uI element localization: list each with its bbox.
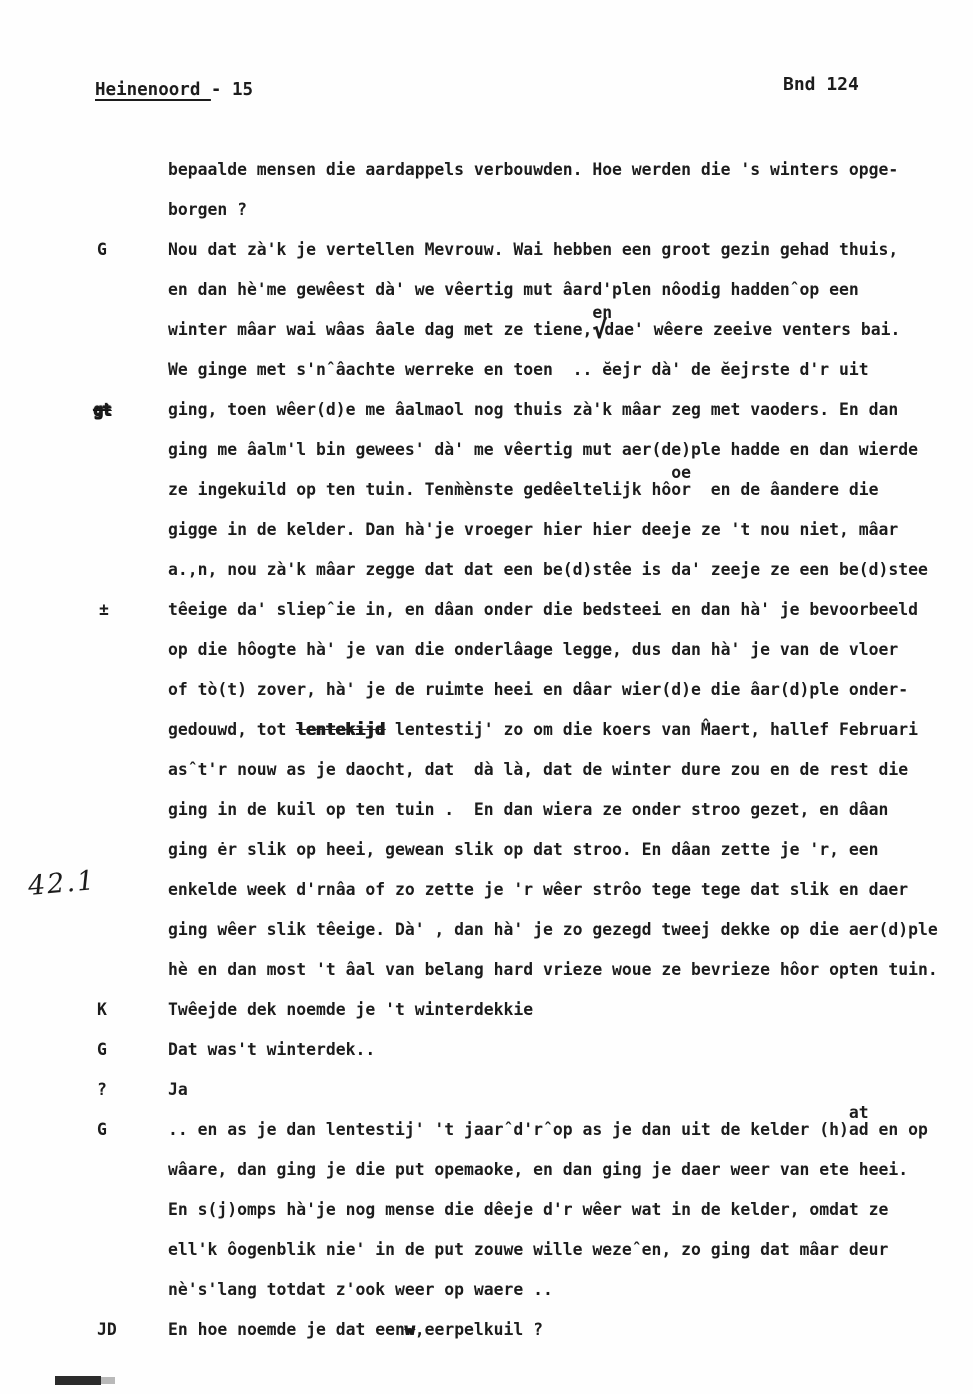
line-text	[168, 710, 918, 750]
page-title-underlined: Heinenoord	[95, 80, 211, 100]
text-segment: enkelde week d'rnâa of zo zette je 'r wêer strôo tege tege dat slik en daer	[168, 880, 909, 899]
line-text	[168, 590, 918, 630]
transcript-line	[0, 630, 973, 670]
transcript-line	[0, 1270, 973, 1310]
line-text	[168, 1230, 888, 1270]
text-segment-caret: √	[592, 315, 608, 344]
text-segment: ging ėr slik op heei, gewean slik op dat stroo. En dâan zette je 'r, een	[168, 840, 879, 859]
line-text	[168, 1270, 553, 1310]
line-text: .. en as je dan lentestij' 't jaarˆd'rˆop as je dan uit de kelder (h)atad en op	[168, 1102, 928, 1139]
line-text: ze ingekuild op ten tuin. Tenm̀ènste gedêeltelijk hôoeor en de âandere die	[168, 462, 879, 499]
text-segment: dae' wêere zeeive venters bai.	[604, 320, 901, 339]
transcript-line	[0, 750, 973, 790]
text-segment: ging, toen wêer(d)e me âalmaol nog thuis zà'k mâar zeg met vaoders. En dan	[168, 400, 899, 419]
line-text	[168, 830, 879, 870]
line-text	[168, 990, 533, 1030]
text-segment: ze ingekuild op ten tuin. Tenm̀ènste gedêeltelijk hô	[168, 480, 672, 499]
text-segment: a.,n, nou zà'k mâar zegge dat dat een be(d)stêe is da' zeeje ze een be(d)stee	[168, 560, 928, 579]
margin-annotation: ±	[99, 600, 109, 619]
line-text	[168, 750, 908, 790]
margin-annotation: gt	[93, 400, 111, 419]
text-segment: gigge in de kelder. Dan hà'je vroeger hier hier deeje ze 't nou niet, mâar	[168, 520, 899, 539]
transcript-line	[0, 430, 973, 470]
text-segment: lentestij' zo om die koers van M̂aert, hallef Februari	[385, 720, 918, 739]
line-text	[168, 910, 938, 950]
text-segment: En s(j)omps hà'je nog mense die dêeje d'r wêer wat in de kelder, omdat ze	[168, 1200, 889, 1219]
text-segment: ad en op	[848, 1120, 928, 1139]
transcript-line	[0, 230, 973, 270]
text-segment: Twêejde dek noemde je 't winterdekkie	[168, 1000, 534, 1019]
line-text	[168, 1030, 375, 1070]
transcript-line	[0, 190, 973, 230]
speaker-label: G	[97, 1040, 107, 1059]
transcript-line	[0, 950, 973, 990]
transcript-line	[0, 1150, 973, 1190]
transcript-line	[0, 1102, 973, 1150]
text-segment: winter mâar wai wâas âale dag met ze tiene,	[168, 320, 593, 339]
speaker-label: K	[97, 1000, 107, 1019]
transcript-line	[0, 1190, 973, 1230]
text-segment: bepaalde mensen die aardappels verbouwden. Hoe werden die 's winters opge-	[168, 160, 899, 179]
line-text	[168, 870, 908, 910]
transcript	[0, 150, 973, 1350]
transcript-line	[0, 390, 973, 430]
transcript-line	[0, 830, 973, 870]
speaker-label: G	[97, 1120, 107, 1139]
text-segment: en dan hè'me gewêest dà' we vêertig mut âard'plen nôodig haddenˆop een	[168, 280, 859, 299]
page-title	[95, 80, 253, 100]
line-text	[168, 1070, 188, 1110]
text-segment-strike: w	[404, 1320, 415, 1339]
line-text	[168, 1310, 543, 1350]
speaker-label: JD	[97, 1320, 117, 1339]
transcript-line	[0, 350, 973, 390]
text-segment: En hoe noemde je dat een	[168, 1320, 405, 1339]
text-segment: ging me âalm'l bin gewees' dà' me vêertig mut aer(de)ple hadde en dan wierde	[168, 440, 918, 459]
text-segment: ging in de kuil op ten tuin . En dan wiera ze onder stroo gezet, en dâan	[168, 800, 889, 819]
margin-annotation: 42.1	[26, 865, 98, 902]
transcript-line	[0, 865, 973, 910]
transcript-line	[0, 710, 973, 750]
scan-edge-artifact-light	[101, 1377, 115, 1384]
text-segment: of tò(t) zover, hà' je de ruimte heei en dâar wier(d)e die âar(d)ple onder-	[168, 680, 909, 699]
text-segment: Ja	[168, 1080, 188, 1099]
text-segment: op die hôogte hà' je van die onderlâage legge, dus dan hà' je van de vloer	[168, 640, 899, 659]
line-text	[168, 430, 918, 470]
transcript-line	[0, 1310, 973, 1350]
line-text	[168, 790, 888, 830]
speaker-label: G	[97, 240, 107, 259]
text-segment: têeige da' sliepˆie in, en dâan onder die bedsteei en dan hà' je bevoorbeeld	[168, 600, 918, 619]
text-segment: Nou dat zà'k je vertellen Mevrouw. Wai hebben een groot gezin gehad thuis,	[168, 240, 899, 259]
text-segment: or en de âandere die	[671, 480, 879, 499]
text-segment-strike: lentekijd	[296, 720, 386, 739]
text-segment: wâare, dan ging je die put opemaoke, en dan ging je daer weer van ete heei.	[168, 1160, 909, 1179]
text-segment: ,eerpelkuil ?	[414, 1320, 544, 1339]
transcript-line	[0, 990, 973, 1030]
line-text	[168, 510, 898, 550]
transcript-line	[0, 462, 973, 510]
line-text	[168, 350, 869, 390]
text-segment: nè's'lang totdat z'ook weer op waere ..	[168, 1280, 553, 1299]
line-text	[168, 150, 898, 190]
transcript-line	[0, 910, 973, 950]
line-text	[168, 390, 898, 430]
transcript-line	[0, 1070, 973, 1110]
transcript-line	[0, 150, 973, 190]
line-text	[168, 190, 247, 230]
scan-edge-artifact	[55, 1376, 101, 1385]
speaker-label: ?	[97, 1080, 107, 1099]
line-text	[168, 270, 859, 310]
text-segment: We ginge met s'nˆâachte werreke en toen .. ĕejr dà' de ĕejrste d'r uit	[168, 360, 869, 379]
text-segment: gedouwd, tot	[168, 720, 297, 739]
line-text	[168, 950, 938, 990]
page-title-number: - 15	[210, 80, 254, 100]
transcript-line	[0, 510, 973, 550]
line-text	[168, 1150, 908, 1190]
line-text: winter mâar wai wâas âale dag met ze tiene,en√dae' wêere zeeive venters bai.	[168, 310, 900, 350]
line-text	[168, 1190, 888, 1230]
transcript-line	[0, 670, 973, 710]
transcript-line	[0, 270, 973, 310]
text-segment: .. en as je dan lentestij' 't jaarˆd'rˆop as je dan uit de kelder (h)	[168, 1120, 849, 1139]
text-segment: Dat was't winterdek..	[168, 1040, 376, 1059]
text-segment: borgen ?	[168, 200, 247, 219]
line-text	[168, 230, 898, 270]
transcript-line	[0, 790, 973, 830]
transcript-line	[0, 302, 973, 350]
text-segment: ell'k ôogenblik nie' in de put zouwe wille wezeˆen, zo ging dat mâar deur	[168, 1240, 889, 1259]
line-text	[168, 670, 908, 710]
text-segment: asˆt'r nouw as je daocht, dat dà là, dat de winter dure zou en de rest die	[168, 760, 909, 779]
line-text	[168, 550, 928, 590]
line-text	[168, 630, 898, 670]
transcript-line	[0, 1230, 973, 1270]
transcript-line	[0, 550, 973, 590]
text-segment: ging wêer slik têeige. Dà' , dan hà' je zo gezegd tweej dekke op die aer(d)ple	[168, 920, 938, 939]
text-segment: hè en dan most 't âal van belang hard vrieze woue ze bevrieze hôor opten tuin.	[168, 960, 938, 979]
band-number: Bnd 124	[783, 74, 859, 95]
transcript-line	[0, 590, 973, 630]
transcript-line	[0, 1030, 973, 1070]
